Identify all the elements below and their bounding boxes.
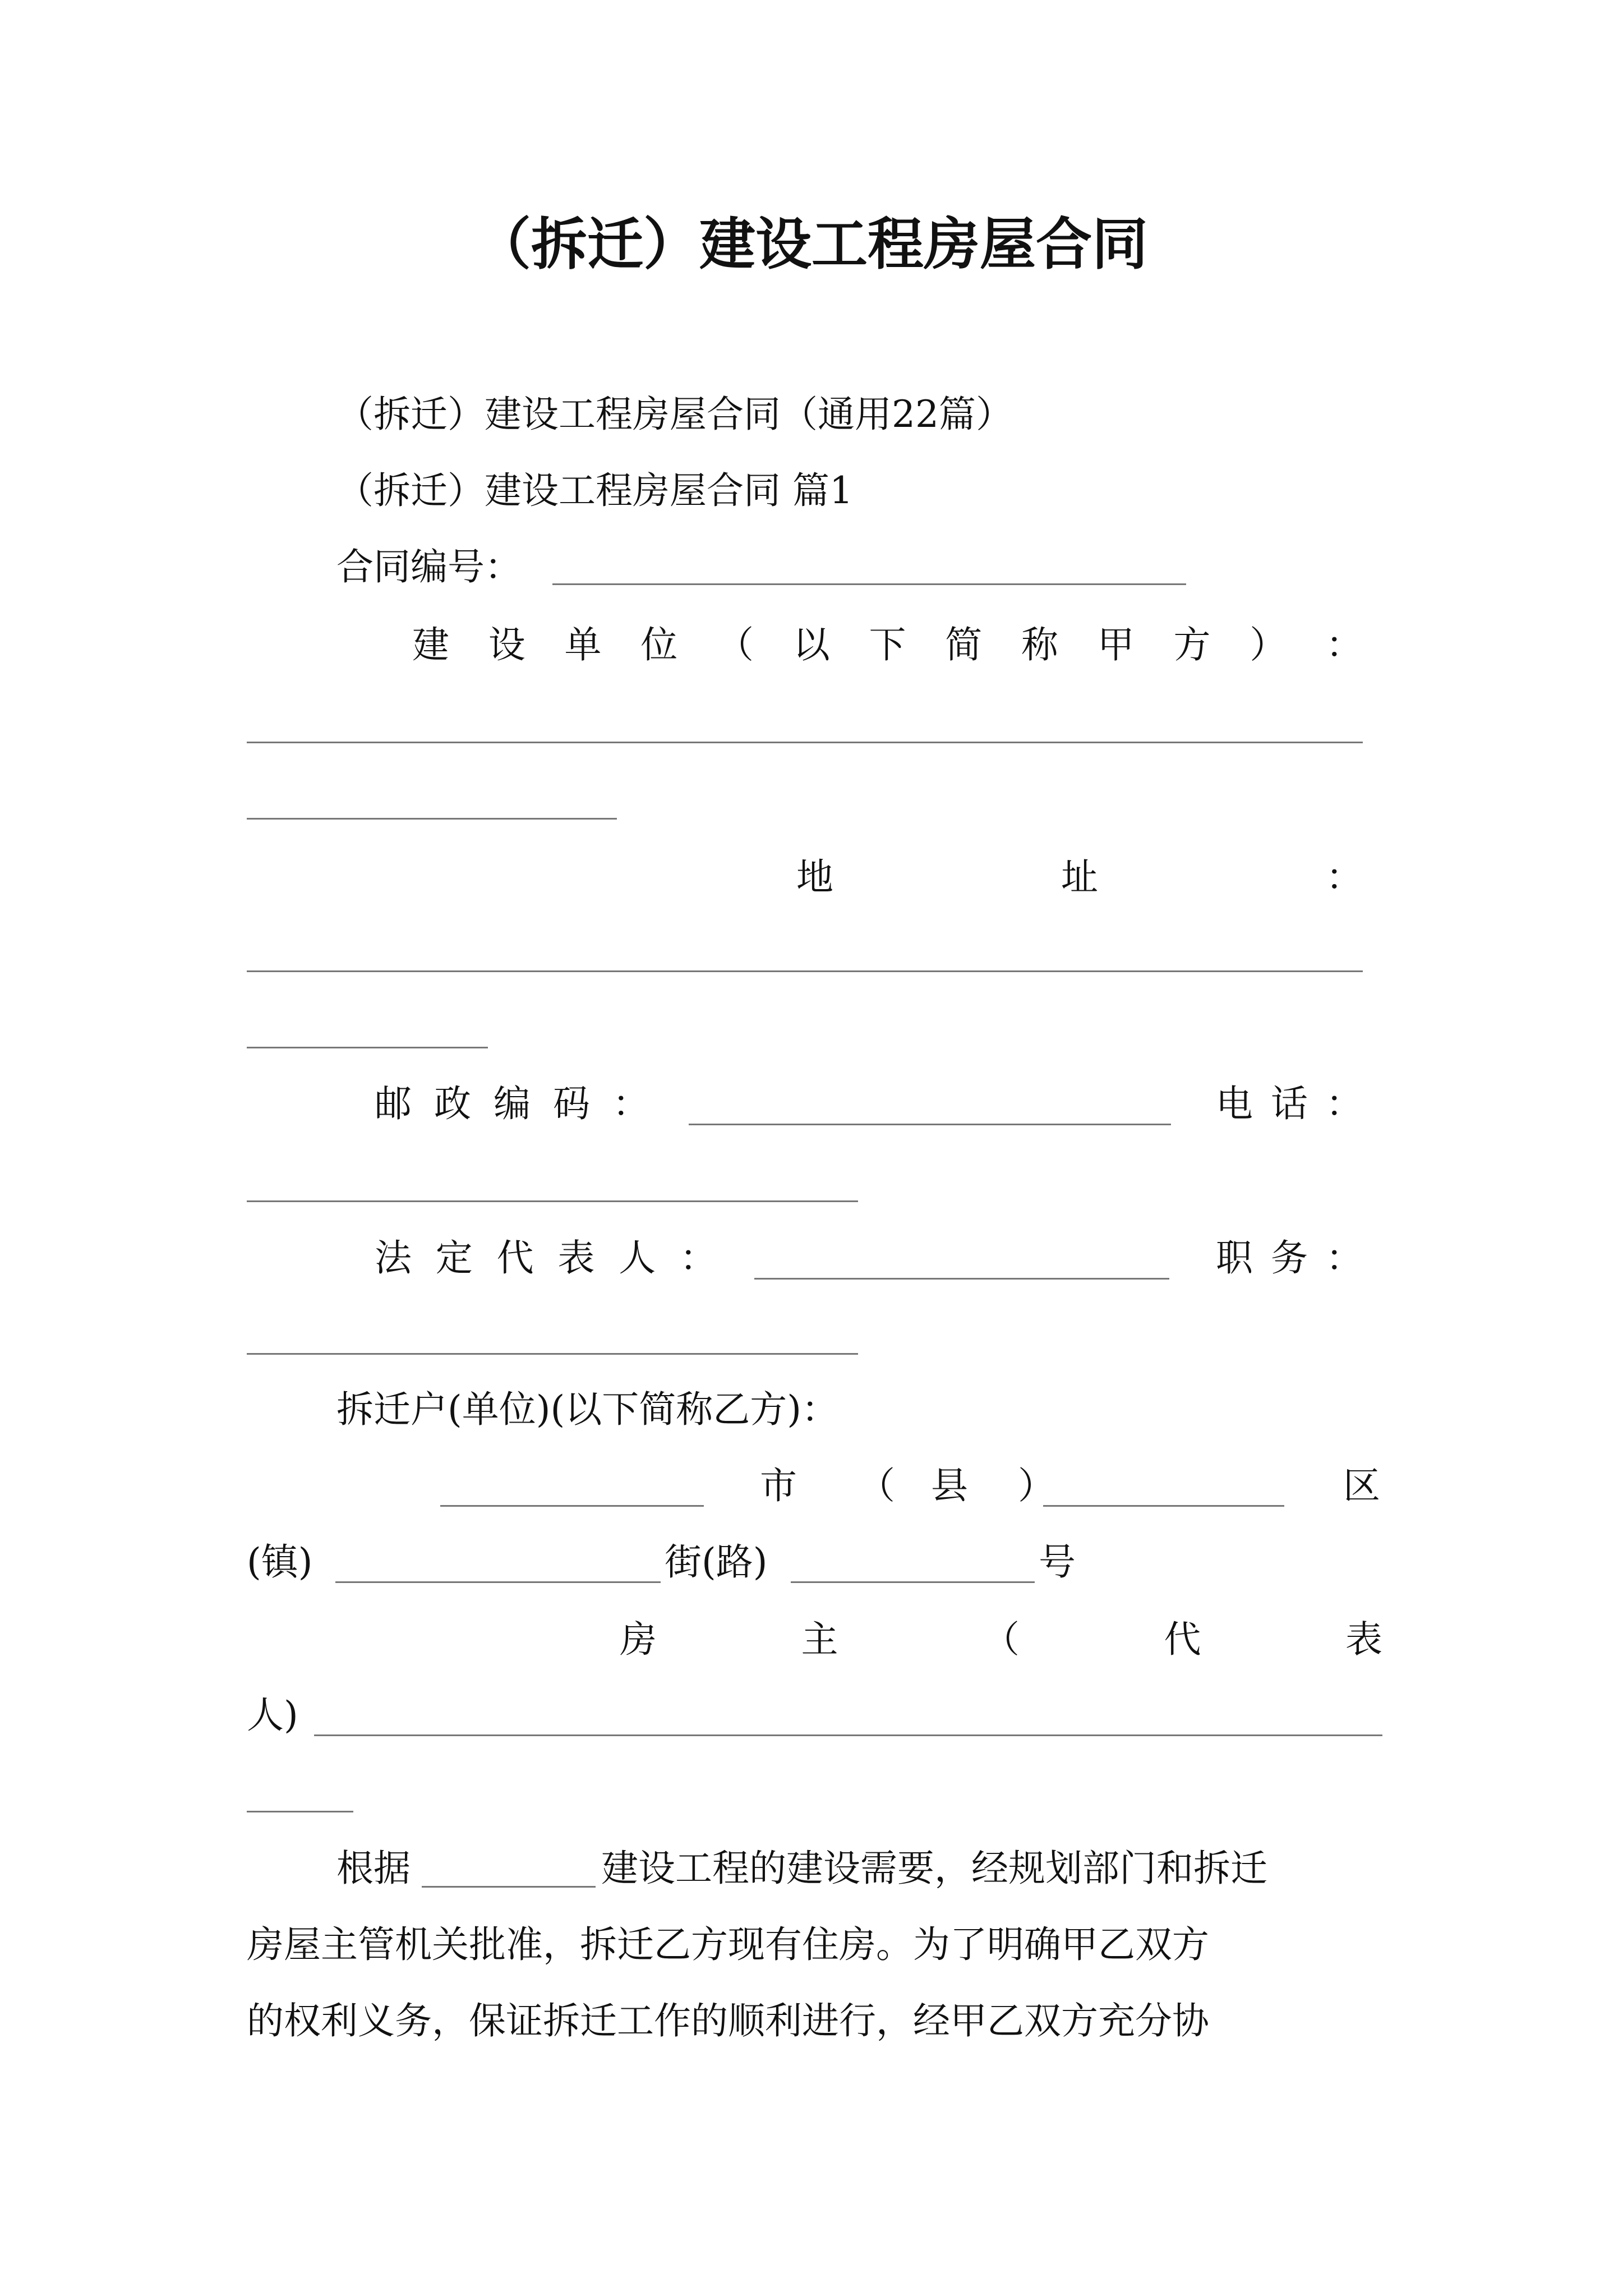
party-a-phone-label-char: 话	[1271, 1082, 1308, 1125]
party-a-address-blank-2	[247, 1047, 488, 1048]
party-a-name-label-char: 称	[1021, 623, 1058, 666]
party-b-owner-blank-2	[247, 1811, 353, 1812]
party-b-street-blank	[791, 1581, 1035, 1583]
party-a-phone-blank	[247, 1200, 858, 1202]
party-b-county-blank	[1043, 1505, 1284, 1507]
section-heading: （拆迁）建设工程房屋合同 篇1	[336, 469, 853, 512]
party-a-name-label-char: 以	[792, 623, 830, 666]
party-a-postcode-label	[375, 1082, 649, 1125]
party-a-legal-rep-label-char: 定	[435, 1236, 473, 1280]
party-b-town: (镇)	[247, 1540, 313, 1584]
party-a-name-label-char: 方	[1173, 623, 1211, 666]
party-b-county: 县	[931, 1464, 968, 1507]
party-b-owner-label-char: （	[983, 1618, 1020, 1661]
party-a-position-label-char: 务	[1271, 1236, 1308, 1280]
party-a-name-label	[412, 623, 1363, 666]
party-a-legal-rep-label	[375, 1236, 717, 1280]
document-title: （拆迁）建设工程房屋合同	[475, 211, 1148, 277]
body-line-1-start: 根据	[336, 1847, 411, 1890]
party-a-name-label-char: （	[717, 623, 754, 666]
party-a-name-label-char: 位	[640, 623, 678, 666]
party-a-name-label-char: 建	[412, 623, 449, 666]
party-b-owner-label	[620, 1618, 1382, 1661]
party-a-name-label-char: 设	[488, 623, 525, 666]
party-a-position-label	[1216, 1236, 1363, 1280]
party-a-name-label-char: ：	[1326, 623, 1363, 666]
party-b-owner-label-char: 主	[801, 1618, 838, 1661]
party-a-phone-label-char: ：	[1326, 1082, 1363, 1125]
party-a-position-blank	[247, 1353, 858, 1355]
body-line-2: 房屋主管机关批准，拆迁乙方现有住房。为了明确甲乙双方	[247, 1923, 1209, 1966]
party-b-owner-label-char: 房	[620, 1618, 657, 1661]
party-a-phone-label-char: 电	[1216, 1082, 1253, 1125]
party-b-street: 街(路)	[665, 1540, 768, 1584]
contract-no-label: 合同编号：	[336, 545, 522, 588]
party-b-county-close: ）	[1018, 1464, 1055, 1507]
body-line-3: 的权利义务，保证拆迁工作的顺利进行，经甲乙双方充分协	[247, 1999, 1209, 2042]
party-b-county-open: （	[858, 1464, 895, 1507]
party-a-legal-rep-label-char: 代	[496, 1236, 534, 1280]
party-a-name-blank-1	[247, 742, 1363, 743]
party-b-owner-tail: 人)	[247, 1694, 298, 1737]
party-a-name-label-char: 甲	[1097, 623, 1135, 666]
party-a-position-label-char: 职	[1216, 1236, 1253, 1280]
party-b-owner-blank-1	[314, 1734, 1382, 1736]
party-a-address-blank-1	[247, 970, 1363, 972]
party-b-owner-label-char: 表	[1345, 1618, 1382, 1661]
party-a-name-label-char: ）	[1249, 623, 1287, 666]
party-b-owner-label-char: 代	[1164, 1618, 1201, 1661]
party-a-postcode-label-char: 邮	[375, 1082, 412, 1125]
party-a-address-label	[796, 855, 1363, 899]
party-a-postcode-blank	[689, 1124, 1171, 1125]
party-b-city: 市	[760, 1464, 797, 1507]
party-b-city-blank	[440, 1505, 704, 1507]
party-a-name-blank-2	[247, 818, 617, 820]
party-a-postcode-label-char: 码	[553, 1082, 590, 1125]
body-line-1-end: 建设工程的建设需要，经规划部门和拆迁	[601, 1847, 1267, 1890]
party-a-name-label-char: 单	[564, 623, 602, 666]
document-subtitle: （拆迁）建设工程房屋合同（通用22篇）	[336, 393, 1013, 436]
party-b-label: 拆迁户(单位)(以下简称乙方)：	[336, 1388, 838, 1431]
party-b-town-blank	[335, 1581, 661, 1583]
party-a-address-label-char: ：	[1326, 855, 1363, 899]
party-a-address-label-char: 址	[1061, 855, 1098, 899]
party-b-district: 区	[1343, 1464, 1380, 1507]
contract-no-blank	[552, 583, 1186, 585]
party-a-legal-rep-label-char: 法	[375, 1236, 412, 1280]
party-a-legal-rep-blank	[754, 1278, 1169, 1280]
party-a-phone-label	[1216, 1082, 1363, 1125]
project-name-blank	[422, 1886, 596, 1888]
party-a-position-label-char: ：	[1326, 1236, 1363, 1280]
party-a-name-label-char: 简	[945, 623, 983, 666]
party-a-postcode-label-char: 编	[494, 1082, 531, 1125]
party-a-legal-rep-label-char: ：	[679, 1236, 717, 1280]
party-a-legal-rep-label-char: 表	[557, 1236, 595, 1280]
party-a-address-label-char: 地	[796, 855, 833, 899]
party-a-name-label-char: 下	[869, 623, 906, 666]
party-a-legal-rep-label-char: 人	[619, 1236, 656, 1280]
party-b-number: 号	[1039, 1540, 1076, 1584]
party-a-postcode-label-char: ：	[612, 1082, 649, 1125]
party-a-postcode-label-char: 政	[434, 1082, 471, 1125]
